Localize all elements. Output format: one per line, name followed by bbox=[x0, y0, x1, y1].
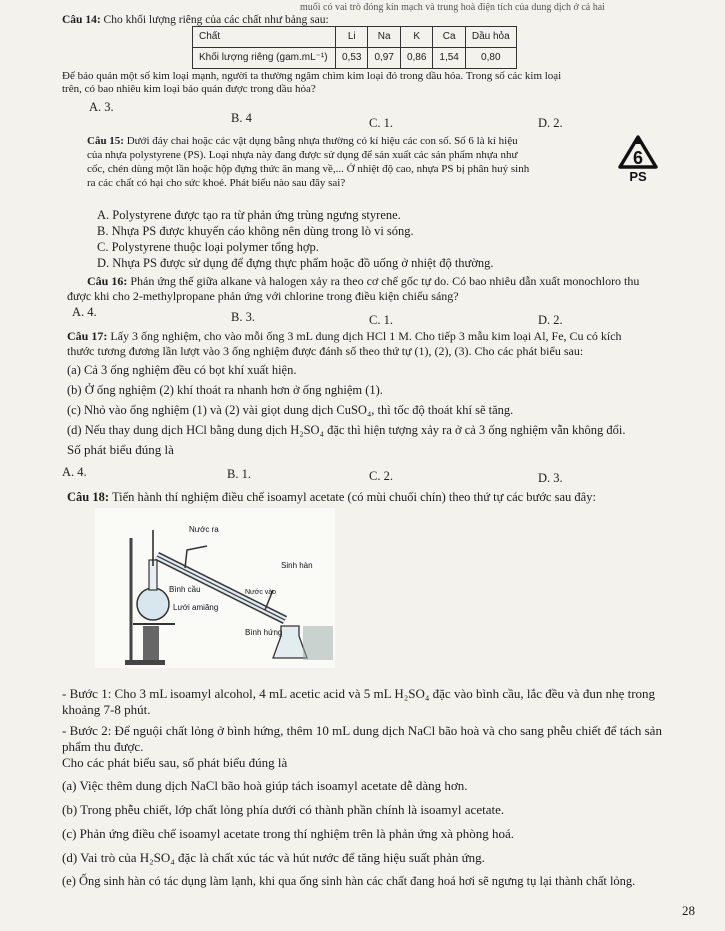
q15-option-a[interactable]: A. Polystyrene được tạo ra từ phản ứng trùng ngưng styrene. bbox=[97, 208, 401, 222]
q17-statement-a: (a) Cả 3 ống nghiệm đều có bọt khí xuất hiện. bbox=[67, 363, 297, 377]
recycle-ps-icon bbox=[614, 133, 662, 183]
q15-text: Dưới đáy chai hoặc các vật dụng bằng nhựa thường có kí hiệu các con số. Số 6 là kí hiệu bbox=[126, 135, 518, 147]
label-receiver: Bình hứng bbox=[245, 628, 283, 637]
top-fragment: muối có vai trò đóng kín mạch và trung hoà điện tích của dung dịch ở cả hai bbox=[300, 2, 605, 13]
q15-line1 bbox=[87, 135, 518, 148]
q16-option-d[interactable]: D. 2. bbox=[538, 313, 563, 327]
density-header-row bbox=[193, 27, 517, 48]
q15-option-c[interactable]: C. Polystyrene thuộc loại polymer tổng hợp. bbox=[97, 240, 319, 254]
q14-option-b[interactable]: B. 4 bbox=[231, 111, 252, 125]
q17-option-d[interactable]: D. 3. bbox=[538, 471, 563, 485]
q16-option-c[interactable]: C. 1. bbox=[369, 313, 393, 327]
q17-line2: thước tương đương lần lượt vào 3 ống nghiệm được đánh số theo thứ tự (1), (2), (3). Cho các phát biểu sau: bbox=[67, 344, 584, 358]
density-value-cell: 0,53 bbox=[336, 48, 368, 69]
label-condenser: Sinh hàn bbox=[281, 561, 313, 570]
density-row-label: Khối lượng riêng (gam.mL⁻¹) bbox=[193, 48, 336, 69]
q18-step1-cont: khoảng 7-8 phút. bbox=[62, 702, 151, 717]
q17-line1 bbox=[67, 329, 622, 343]
q15-line2: của nhựa polystyrene (PS). Loại nhựa này đang được sử dụng để sản xuất các sản phẩm nhựa như bbox=[87, 149, 518, 161]
q17-option-b[interactable]: B. 1. bbox=[227, 467, 251, 481]
label-water-out: Nước ra bbox=[189, 525, 219, 534]
q14-lead: Câu 14: bbox=[62, 14, 101, 26]
q16-lead: Câu 16: bbox=[87, 274, 128, 288]
density-header-cell: Dầu hỏa bbox=[465, 27, 516, 48]
q15-lead: Câu 15: bbox=[87, 135, 124, 147]
q16-option-a[interactable]: A. 4. bbox=[72, 305, 97, 319]
density-header-cell: Li bbox=[336, 27, 368, 48]
density-value-cell: 0,86 bbox=[400, 48, 432, 69]
q18-step1: - Bước 1: Cho 3 mL isoamyl alcohol, 4 mL acetic acid và 5 mL H₂SO₄ đặc vào bình cầu, lắc đều và đun nhẹ trong bbox=[62, 686, 656, 701]
q18-lead: Câu 18: bbox=[67, 490, 110, 504]
q18-step2: - Bước 2: Để nguội chất lỏng ở bình hứng, thêm 10 mL dung dịch NaCl bão hoà và cho sang phễu chiết để tách sản bbox=[62, 723, 662, 738]
density-header-cell: Na bbox=[368, 27, 400, 48]
label-water-in: Nước vào bbox=[245, 589, 277, 596]
density-value-cell: 0,80 bbox=[465, 48, 516, 69]
q15-option-b[interactable]: B. Nhựa PS được khuyến cáo không nên dùng trong lò vi sóng. bbox=[97, 224, 414, 238]
density-header-cell: K bbox=[400, 27, 432, 48]
q17-option-c[interactable]: C. 2. bbox=[369, 469, 393, 483]
density-value-cell: 0,97 bbox=[368, 48, 400, 69]
q17-text: Lấy 3 ống nghiệm, cho vào mỗi ống 3 mL dung dịch HCl 1 M. Cho tiếp 3 mẫu kim loại Al, Fe, Cu có kích bbox=[110, 329, 622, 343]
q16-line2: được khi cho 2-methylpropane phản ứng với chlorine trong điều kiện chiếu sáng? bbox=[67, 289, 459, 303]
q17-statement-b: (b) Ở ống nghiệm (2) khí thoát ra nhanh hơn ở ống nghiệm (1). bbox=[67, 383, 383, 397]
q15-option-d[interactable]: D. Nhựa PS được sử dụng để đựng thực phẩm hoặc đồ uống ở nhiệt độ thường. bbox=[97, 256, 494, 270]
density-header-cell: Chất bbox=[193, 27, 336, 48]
q18-line1 bbox=[67, 490, 596, 505]
q17-option-a[interactable]: A. 4. bbox=[62, 465, 87, 479]
label-asbestos: Lưới amiăng bbox=[173, 603, 219, 612]
q14-option-d[interactable]: D. 2. bbox=[538, 116, 563, 130]
q16-line1 bbox=[87, 274, 639, 288]
q14-option-c[interactable]: C. 1. bbox=[369, 116, 393, 130]
q15-line3: cốc, chén dùng một lần hoặc hộp đựng thức ăn mang về,... Ở nhiệt độ cao, nhựa PS bị phân huỷ sinh bbox=[87, 163, 530, 175]
q18-step2-cont: phẩm thu được. bbox=[62, 739, 144, 754]
density-table bbox=[192, 26, 517, 69]
q14-line1: Cho khối lượng riêng của các chất như bảng sau: bbox=[103, 14, 329, 26]
q16-option-b[interactable]: B. 3. bbox=[231, 310, 255, 324]
q18-statement-d: (d) Vai trò của H₂SO₄ đặc là chất xúc tác và hút nước để tăng hiệu suất phản ứng. bbox=[62, 850, 485, 865]
q18-text: Tiến hành thí nghiệm điều chế isoamyl acetate (có mùi chuối chín) theo thứ tự các bước sau đây: bbox=[111, 490, 596, 504]
page-number: 28 bbox=[682, 903, 695, 918]
q18-statement-c: (c) Phản ứng điều chế isoamyl acetate trong thí nghiệm trên là phản ứng xà phòng hoá. bbox=[62, 826, 514, 841]
recycle-label: PS bbox=[629, 169, 647, 183]
q14-line3: trên, có bao nhiêu kim loại bảo quản được trong dầu hỏa? bbox=[62, 83, 316, 95]
q15-line4: ra các chất có hại cho sức khoẻ. Phát biểu nào sau đây sai? bbox=[87, 177, 346, 189]
density-value-cell: 1,54 bbox=[433, 48, 465, 69]
q14-option-a[interactable]: A. 3. bbox=[89, 100, 114, 114]
label-flask: Bình cầu bbox=[169, 585, 201, 594]
q18-statement-e: (e) Ống sinh hàn có tác dụng làm lạnh, khi qua ống sinh hàn các chất đang hoá hơi sẽ ngưng tụ lại thành chất lỏng. bbox=[62, 874, 636, 888]
q18-statement-b: (b) Trong phễu chiết, lớp chất lỏng phía dưới có thành phần chính là isoamyl acetate. bbox=[62, 802, 505, 817]
recycle-number: 6 bbox=[632, 148, 644, 168]
distillation-apparatus bbox=[95, 508, 335, 668]
q17-statement-d: (d) Nếu thay dung dịch HCl bằng dung dịch H₂SO₄ đặc thì hiện tượng xảy ra ở cả 3 ống nghiệm vẫn không đổi. bbox=[67, 423, 626, 437]
q17-lead: Câu 17: bbox=[67, 329, 108, 343]
density-header-cell: Ca bbox=[433, 27, 465, 48]
q17-statement-c: (c) Nhỏ vào ống nghiệm (1) và (2) vài giọt dung dịch CuSO₄, thì tốc độ thoát khí sẽ tăng. bbox=[67, 403, 514, 417]
q16-text: Phản ứng thế giữa alkane và halogen xảy ra theo cơ chế gốc tự do. Có bao nhiêu dẫn xuất monochloro thu bbox=[130, 274, 640, 288]
q14-line2: Để bảo quản một số kim loại mạnh, người ta thường ngâm chìm kim loại đó trong dầu hỏa. Trong số các kim loại bbox=[62, 70, 562, 82]
q18-statement-a: (a) Việc thêm dung dịch NaCl bão hoà giúp tách isoamyl acetate dễ dàng hơn. bbox=[62, 778, 468, 793]
q17-count-line: Số phát biểu đúng là bbox=[67, 442, 174, 457]
q18-prompt: Cho các phát biểu sau, số phát biểu đúng là bbox=[62, 755, 288, 770]
density-value-row bbox=[193, 48, 517, 69]
